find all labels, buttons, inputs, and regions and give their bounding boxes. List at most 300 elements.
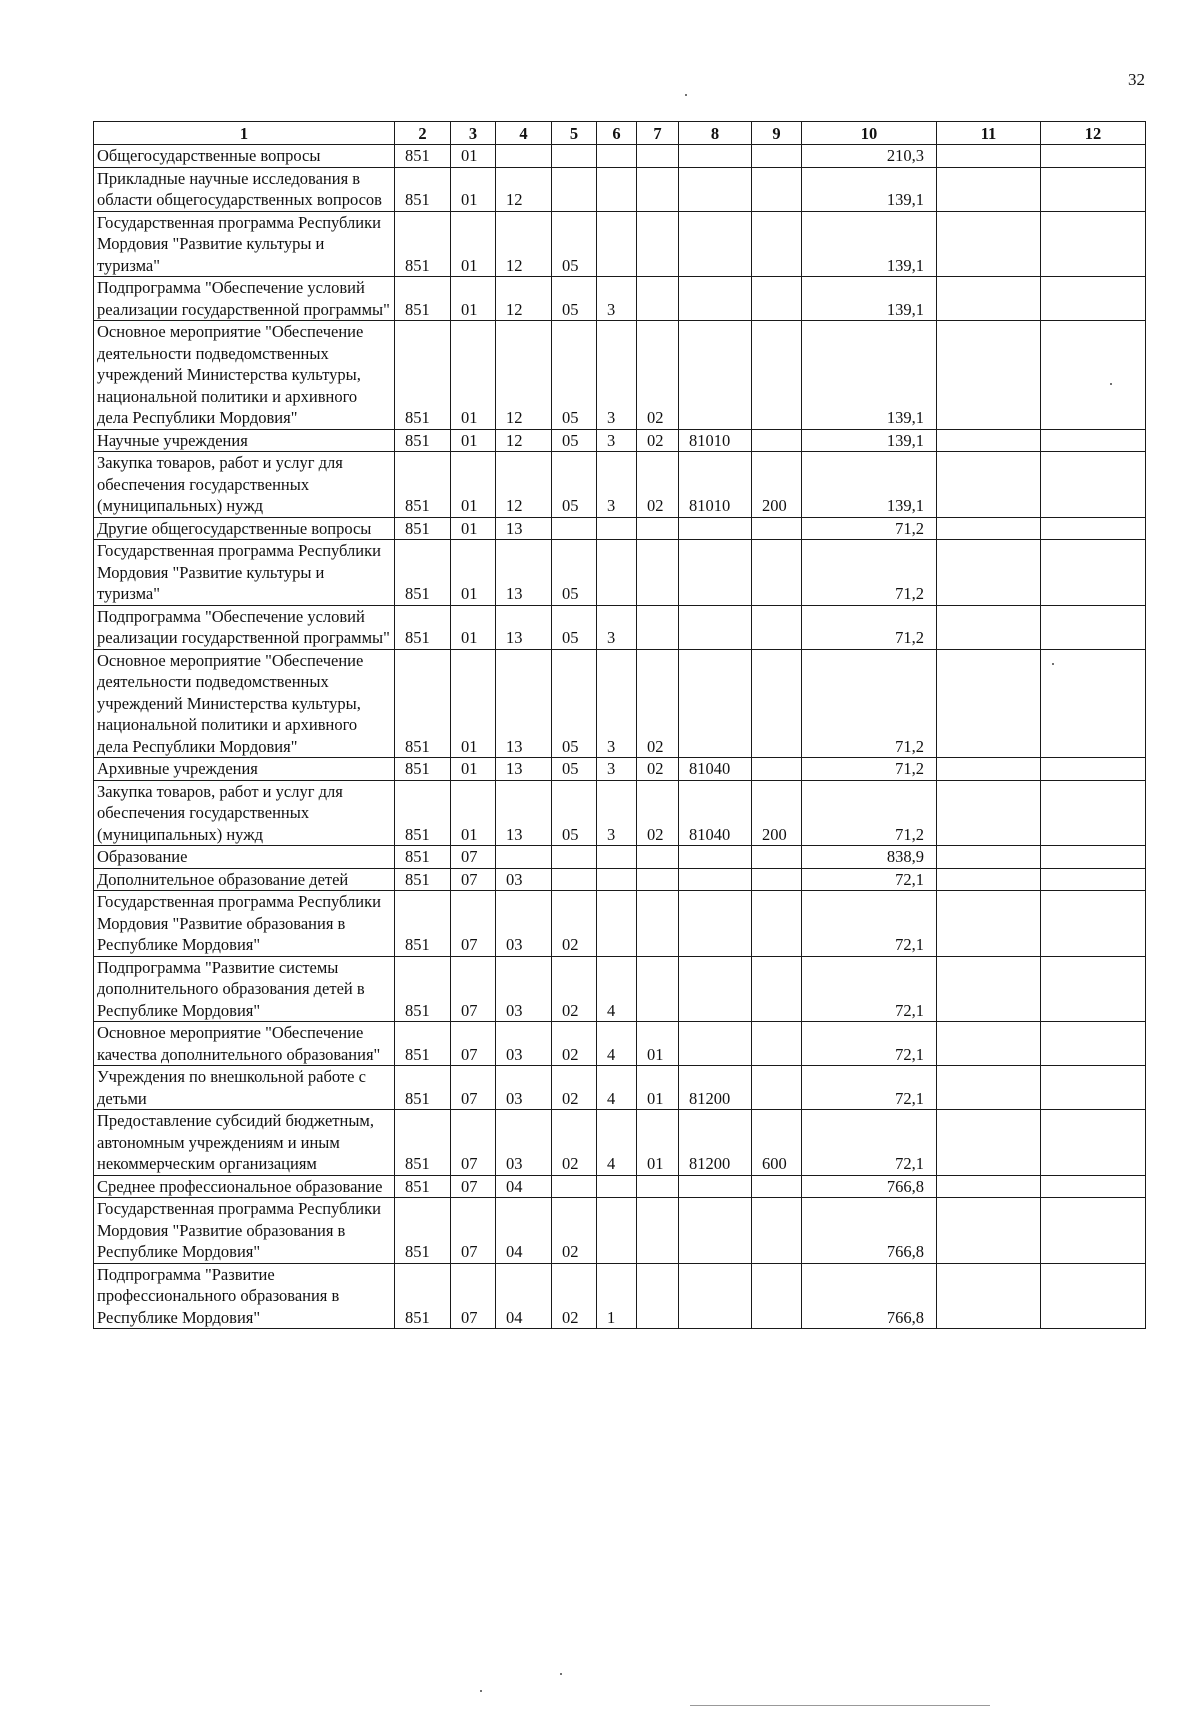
table-row	[94, 891, 1146, 957]
code-cell-6	[597, 211, 637, 277]
code-cell-9	[752, 540, 802, 606]
code-cell-3: 07	[451, 956, 496, 1022]
amount-cell: 72,1	[802, 1022, 937, 1066]
code-cell-5: 02	[552, 891, 597, 957]
code-cell-11	[937, 517, 1041, 540]
code-cell-11	[937, 846, 1041, 869]
amount-cell: 139,1	[802, 321, 937, 430]
code-cell-3: 01	[451, 452, 496, 518]
row-name-cell: Государственная программа Республики Мордовия "Развитие образования в Республике Мордовия"	[94, 891, 395, 957]
code-cell-9	[752, 891, 802, 957]
code-cell-4: 03	[496, 891, 552, 957]
amount-cell: 72,1	[802, 956, 937, 1022]
code-cell-9	[752, 211, 802, 277]
code-cell-2: 851	[395, 277, 451, 321]
code-cell-4: 12	[496, 211, 552, 277]
row-name-cell: Основное мероприятие "Обеспечение деятельности подведомственных учреждений Министерства культуры, национальной политики и архивного дела Республики Мордовия"	[94, 649, 395, 758]
code-cell-6: 3	[597, 605, 637, 649]
row-name-cell: Подпрограмма "Развитие системы дополнительного образования детей в Республике Мордовия"	[94, 956, 395, 1022]
code-cell-11	[937, 649, 1041, 758]
code-cell-7	[637, 605, 679, 649]
code-cell-7: 02	[637, 780, 679, 846]
code-cell-6	[597, 517, 637, 540]
code-cell-4	[496, 846, 552, 869]
code-cell-8	[679, 891, 752, 957]
column-header-2: 2	[395, 122, 451, 145]
page-number: 32	[1128, 70, 1145, 89]
code-cell-9: 200	[752, 452, 802, 518]
code-cell-12	[1041, 956, 1146, 1022]
amount-cell: 71,2	[802, 540, 937, 606]
code-cell-12	[1041, 277, 1146, 321]
code-cell-2: 851	[395, 780, 451, 846]
code-cell-5: 02	[552, 1263, 597, 1329]
column-header-6: 6	[597, 122, 637, 145]
code-cell-8: 81010	[679, 452, 752, 518]
code-cell-5	[552, 517, 597, 540]
table-row	[94, 167, 1146, 211]
code-cell-2: 851	[395, 540, 451, 606]
amount-cell: 71,2	[802, 758, 937, 781]
code-cell-5: 05	[552, 540, 597, 606]
code-cell-8	[679, 517, 752, 540]
row-name-cell: Государственная программа Республики Мордовия "Развитие культуры и туризма"	[94, 211, 395, 277]
scan-speck	[480, 1690, 482, 1692]
code-cell-4: 04	[496, 1198, 552, 1264]
code-cell-12	[1041, 429, 1146, 452]
code-cell-3: 07	[451, 1198, 496, 1264]
row-name-cell: Государственная программа Республики Мордовия "Развитие образования в Республике Мордовия"	[94, 1198, 395, 1264]
amount-cell: 766,8	[802, 1263, 937, 1329]
code-cell-7: 01	[637, 1066, 679, 1110]
code-cell-3: 07	[451, 891, 496, 957]
table-row	[94, 277, 1146, 321]
code-cell-3: 01	[451, 540, 496, 606]
code-cell-5: 02	[552, 1110, 597, 1176]
code-cell-12	[1041, 891, 1146, 957]
code-cell-3: 01	[451, 211, 496, 277]
code-cell-6	[597, 540, 637, 606]
code-cell-6	[597, 145, 637, 168]
code-cell-2: 851	[395, 891, 451, 957]
scan-speck	[1110, 383, 1112, 385]
code-cell-8	[679, 846, 752, 869]
table-row	[94, 649, 1146, 758]
code-cell-3: 07	[451, 1175, 496, 1198]
code-cell-9	[752, 846, 802, 869]
amount-cell: 210,3	[802, 145, 937, 168]
code-cell-4: 03	[496, 1022, 552, 1066]
code-cell-11	[937, 145, 1041, 168]
code-cell-11	[937, 868, 1041, 891]
code-cell-5: 05	[552, 429, 597, 452]
row-name-cell: Основное мероприятие "Обеспечение деятельности подведомственных учреждений Министерства культуры, национальной политики и архивного дела Республики Мордовия"	[94, 321, 395, 430]
code-cell-5: 02	[552, 1198, 597, 1264]
code-cell-4: 13	[496, 605, 552, 649]
code-cell-4: 04	[496, 1263, 552, 1329]
amount-cell: 71,2	[802, 517, 937, 540]
code-cell-12	[1041, 517, 1146, 540]
table-header-row	[94, 122, 1146, 145]
table-row	[94, 452, 1146, 518]
code-cell-9: 600	[752, 1110, 802, 1176]
amount-cell: 72,1	[802, 1066, 937, 1110]
code-cell-3: 07	[451, 1263, 496, 1329]
amount-cell: 72,1	[802, 1110, 937, 1176]
code-cell-8: 81010	[679, 429, 752, 452]
code-cell-5: 05	[552, 780, 597, 846]
code-cell-2: 851	[395, 1198, 451, 1264]
code-cell-12	[1041, 540, 1146, 606]
table-row	[94, 1175, 1146, 1198]
code-cell-8	[679, 540, 752, 606]
code-cell-6: 4	[597, 1110, 637, 1176]
code-cell-2: 851	[395, 211, 451, 277]
table-row	[94, 1110, 1146, 1176]
table-row	[94, 1198, 1146, 1264]
code-cell-9	[752, 956, 802, 1022]
code-cell-5: 05	[552, 605, 597, 649]
code-cell-4: 13	[496, 517, 552, 540]
code-cell-7	[637, 1175, 679, 1198]
code-cell-9	[752, 167, 802, 211]
table-row	[94, 846, 1146, 869]
table-row	[94, 758, 1146, 781]
column-header-5: 5	[552, 122, 597, 145]
amount-cell: 766,8	[802, 1198, 937, 1264]
code-cell-2: 851	[395, 452, 451, 518]
code-cell-8	[679, 145, 752, 168]
code-cell-9	[752, 517, 802, 540]
code-cell-8	[679, 868, 752, 891]
code-cell-3: 07	[451, 1022, 496, 1066]
code-cell-12	[1041, 846, 1146, 869]
code-cell-4: 03	[496, 1066, 552, 1110]
code-cell-12	[1041, 758, 1146, 781]
code-cell-11	[937, 1066, 1041, 1110]
table-body	[94, 145, 1146, 1329]
table-row	[94, 321, 1146, 430]
code-cell-8	[679, 211, 752, 277]
code-cell-8: 81200	[679, 1066, 752, 1110]
table-row	[94, 1022, 1146, 1066]
code-cell-11	[937, 429, 1041, 452]
code-cell-7: 02	[637, 649, 679, 758]
row-name-cell: Закупка товаров, работ и услуг для обеспечения государственных (муниципальных) нужд	[94, 780, 395, 846]
code-cell-7	[637, 1263, 679, 1329]
code-cell-2: 851	[395, 1263, 451, 1329]
code-cell-8: 81200	[679, 1110, 752, 1176]
code-cell-11	[937, 605, 1041, 649]
code-cell-7: 02	[637, 758, 679, 781]
row-name-cell: Учреждения по внешкольной работе с детьми	[94, 1066, 395, 1110]
amount-cell: 71,2	[802, 780, 937, 846]
code-cell-11	[937, 891, 1041, 957]
column-header-8: 8	[679, 122, 752, 145]
code-cell-6: 4	[597, 956, 637, 1022]
row-name-cell: Архивные учреждения	[94, 758, 395, 781]
code-cell-5: 05	[552, 211, 597, 277]
code-cell-3: 01	[451, 605, 496, 649]
code-cell-12	[1041, 321, 1146, 430]
amount-cell: 139,1	[802, 167, 937, 211]
code-cell-7: 02	[637, 429, 679, 452]
code-cell-3: 01	[451, 780, 496, 846]
code-cell-2: 851	[395, 429, 451, 452]
code-cell-3: 01	[451, 429, 496, 452]
code-cell-12	[1041, 167, 1146, 211]
code-cell-4: 12	[496, 277, 552, 321]
code-cell-4	[496, 145, 552, 168]
code-cell-3: 01	[451, 517, 496, 540]
code-cell-5: 02	[552, 1022, 597, 1066]
code-cell-4: 12	[496, 321, 552, 430]
code-cell-9	[752, 145, 802, 168]
code-cell-5: 05	[552, 452, 597, 518]
code-cell-6: 3	[597, 758, 637, 781]
code-cell-11	[937, 758, 1041, 781]
code-cell-4: 13	[496, 540, 552, 606]
code-cell-12	[1041, 145, 1146, 168]
code-cell-4: 13	[496, 649, 552, 758]
code-cell-4: 13	[496, 758, 552, 781]
row-name-cell: Другие общегосударственные вопросы	[94, 517, 395, 540]
code-cell-6: 3	[597, 780, 637, 846]
table-row	[94, 780, 1146, 846]
scan-speck	[560, 1673, 562, 1675]
code-cell-9	[752, 649, 802, 758]
code-cell-6: 3	[597, 452, 637, 518]
code-cell-5: 02	[552, 1066, 597, 1110]
row-name-cell: Государственная программа Республики Мордовия "Развитие культуры и туризма"	[94, 540, 395, 606]
code-cell-8	[679, 1263, 752, 1329]
code-cell-5	[552, 846, 597, 869]
code-cell-2: 851	[395, 1175, 451, 1198]
code-cell-2: 851	[395, 649, 451, 758]
code-cell-6: 3	[597, 429, 637, 452]
amount-cell: 72,1	[802, 868, 937, 891]
code-cell-11	[937, 780, 1041, 846]
row-name-cell: Научные учреждения	[94, 429, 395, 452]
column-header-12: 12	[1041, 122, 1146, 145]
code-cell-9	[752, 1022, 802, 1066]
code-cell-8	[679, 1198, 752, 1264]
code-cell-7	[637, 277, 679, 321]
scan-speck	[1052, 663, 1054, 665]
table-row	[94, 429, 1146, 452]
code-cell-2: 851	[395, 517, 451, 540]
scan-speck	[685, 94, 687, 96]
column-header-11: 11	[937, 122, 1041, 145]
code-cell-9	[752, 868, 802, 891]
row-name-cell: Основное мероприятие "Обеспечение качества дополнительного образования"	[94, 1022, 395, 1066]
code-cell-3: 01	[451, 145, 496, 168]
code-cell-2: 851	[395, 1110, 451, 1176]
column-header-9: 9	[752, 122, 802, 145]
row-name-cell: Подпрограмма "Обеспечение условий реализации государственной программы"	[94, 277, 395, 321]
code-cell-7	[637, 1198, 679, 1264]
code-cell-6: 3	[597, 321, 637, 430]
code-cell-9	[752, 1175, 802, 1198]
code-cell-4: 12	[496, 167, 552, 211]
code-cell-6	[597, 1175, 637, 1198]
code-cell-5: 05	[552, 277, 597, 321]
code-cell-3: 01	[451, 321, 496, 430]
code-cell-2: 851	[395, 868, 451, 891]
row-name-cell: Прикладные научные исследования в области общегосударственных вопросов	[94, 167, 395, 211]
code-cell-12	[1041, 1263, 1146, 1329]
code-cell-5: 02	[552, 956, 597, 1022]
code-cell-7: 01	[637, 1110, 679, 1176]
code-cell-7: 02	[637, 452, 679, 518]
code-cell-3: 01	[451, 649, 496, 758]
table-row	[94, 145, 1146, 168]
amount-cell: 139,1	[802, 452, 937, 518]
code-cell-6: 3	[597, 649, 637, 758]
code-cell-8	[679, 167, 752, 211]
amount-cell: 838,9	[802, 846, 937, 869]
code-cell-12	[1041, 1066, 1146, 1110]
code-cell-2: 851	[395, 167, 451, 211]
code-cell-6	[597, 891, 637, 957]
code-cell-7	[637, 211, 679, 277]
code-cell-2: 851	[395, 846, 451, 869]
code-cell-11	[937, 211, 1041, 277]
amount-cell: 139,1	[802, 277, 937, 321]
column-header-1: 1	[94, 122, 395, 145]
code-cell-5: 05	[552, 758, 597, 781]
code-cell-4: 13	[496, 780, 552, 846]
row-name-cell: Закупка товаров, работ и услуг для обеспечения государственных (муниципальных) нужд	[94, 452, 395, 518]
code-cell-4: 04	[496, 1175, 552, 1198]
code-cell-12	[1041, 605, 1146, 649]
code-cell-11	[937, 167, 1041, 211]
code-cell-11	[937, 452, 1041, 518]
code-cell-8	[679, 1175, 752, 1198]
table-row	[94, 540, 1146, 606]
code-cell-7: 01	[637, 1022, 679, 1066]
code-cell-7	[637, 167, 679, 211]
code-cell-5	[552, 145, 597, 168]
column-header-7: 7	[637, 122, 679, 145]
code-cell-6: 4	[597, 1066, 637, 1110]
table-row	[94, 517, 1146, 540]
code-cell-8	[679, 277, 752, 321]
code-cell-9	[752, 277, 802, 321]
table-row	[94, 868, 1146, 891]
code-cell-9	[752, 758, 802, 781]
code-cell-8	[679, 1022, 752, 1066]
code-cell-7	[637, 540, 679, 606]
row-name-cell: Среднее профессиональное образование	[94, 1175, 395, 1198]
code-cell-11	[937, 1110, 1041, 1176]
row-name-cell: Образование	[94, 846, 395, 869]
table-row	[94, 1263, 1146, 1329]
amount-cell: 139,1	[802, 211, 937, 277]
code-cell-6	[597, 846, 637, 869]
code-cell-11	[937, 277, 1041, 321]
code-cell-7	[637, 517, 679, 540]
row-name-cell: Подпрограмма "Развитие профессионального образования в Республике Мордовия"	[94, 1263, 395, 1329]
code-cell-4: 12	[496, 429, 552, 452]
code-cell-8: 81040	[679, 780, 752, 846]
amount-cell: 71,2	[802, 649, 937, 758]
code-cell-4: 03	[496, 868, 552, 891]
code-cell-9: 200	[752, 780, 802, 846]
code-cell-7: 02	[637, 321, 679, 430]
code-cell-11	[937, 321, 1041, 430]
code-cell-5	[552, 167, 597, 211]
code-cell-11	[937, 1198, 1041, 1264]
code-cell-6	[597, 167, 637, 211]
code-cell-2: 851	[395, 758, 451, 781]
code-cell-11	[937, 1263, 1041, 1329]
code-cell-3: 01	[451, 167, 496, 211]
code-cell-6: 4	[597, 1022, 637, 1066]
amount-cell: 71,2	[802, 605, 937, 649]
code-cell-7	[637, 956, 679, 1022]
row-name-cell: Дополнительное образование детей	[94, 868, 395, 891]
column-header-4: 4	[496, 122, 552, 145]
code-cell-8	[679, 605, 752, 649]
code-cell-7	[637, 891, 679, 957]
code-cell-11	[937, 1175, 1041, 1198]
code-cell-4: 12	[496, 452, 552, 518]
code-cell-11	[937, 540, 1041, 606]
code-cell-5: 05	[552, 649, 597, 758]
code-cell-8	[679, 321, 752, 430]
code-cell-3: 07	[451, 1110, 496, 1176]
code-cell-2: 851	[395, 605, 451, 649]
code-cell-9	[752, 1066, 802, 1110]
code-cell-12	[1041, 1198, 1146, 1264]
code-cell-8: 81040	[679, 758, 752, 781]
code-cell-2: 851	[395, 145, 451, 168]
code-cell-6: 1	[597, 1263, 637, 1329]
code-cell-12	[1041, 649, 1146, 758]
budget-table	[93, 121, 1146, 1329]
code-cell-7	[637, 145, 679, 168]
code-cell-2: 851	[395, 956, 451, 1022]
code-cell-5	[552, 868, 597, 891]
row-name-cell: Общегосударственные вопросы	[94, 145, 395, 168]
code-cell-2: 851	[395, 1022, 451, 1066]
code-cell-8	[679, 649, 752, 758]
code-cell-8	[679, 956, 752, 1022]
column-header-3: 3	[451, 122, 496, 145]
table-row	[94, 1066, 1146, 1110]
code-cell-4: 03	[496, 956, 552, 1022]
amount-cell: 139,1	[802, 429, 937, 452]
amount-cell: 766,8	[802, 1175, 937, 1198]
code-cell-4: 03	[496, 1110, 552, 1176]
scan-streak	[690, 1705, 990, 1706]
amount-cell: 72,1	[802, 891, 937, 957]
row-name-cell: Предоставление субсидий бюджетным, автономным учреждениям и иным некоммерческим организациям	[94, 1110, 395, 1176]
code-cell-9	[752, 1263, 802, 1329]
code-cell-3: 01	[451, 277, 496, 321]
code-cell-2: 851	[395, 1066, 451, 1110]
column-header-10: 10	[802, 122, 937, 145]
code-cell-12	[1041, 211, 1146, 277]
code-cell-7	[637, 868, 679, 891]
code-cell-3: 01	[451, 758, 496, 781]
code-cell-12	[1041, 868, 1146, 891]
code-cell-6	[597, 1198, 637, 1264]
code-cell-9	[752, 605, 802, 649]
code-cell-6	[597, 868, 637, 891]
table-row	[94, 211, 1146, 277]
